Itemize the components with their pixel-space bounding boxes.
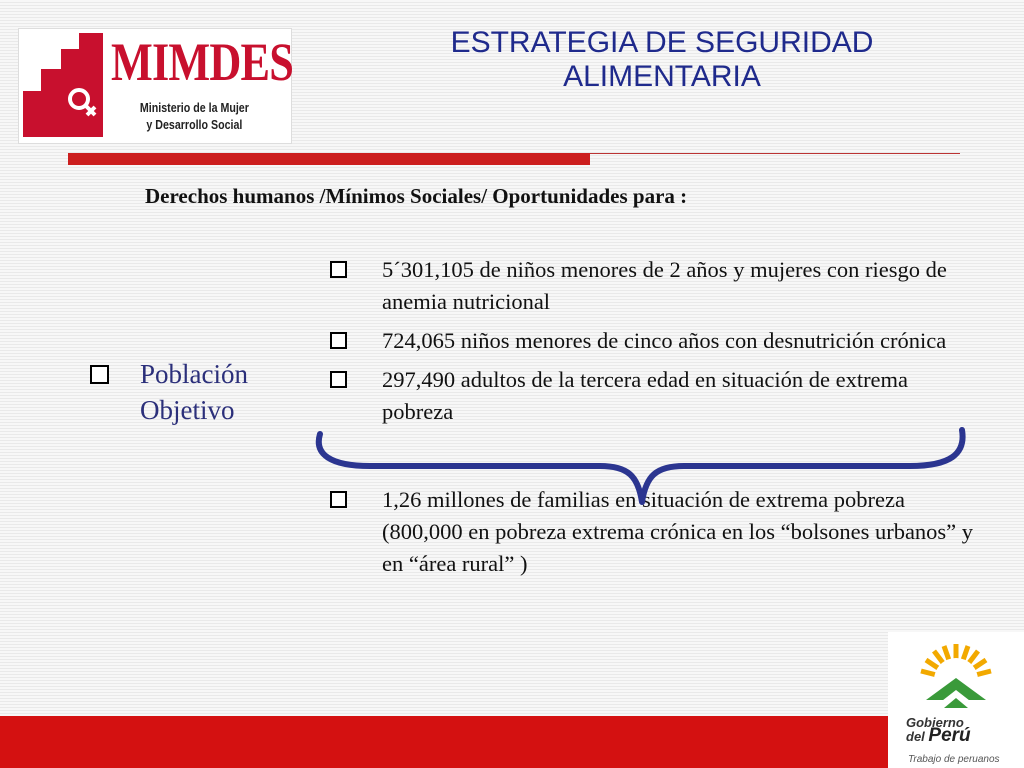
gobierno-wordmark	[906, 715, 971, 746]
section-subtitle: Derechos humanos /Mínimos Sociales/ Oportunidades para :	[145, 184, 688, 208]
mimdes-subtitle: Ministerio de la Mujer y Desarrollo Social	[139, 100, 249, 132]
list-item-text: 297,490 adultos de la tercera edad en situación de extrema pobreza	[382, 367, 909, 424]
checkbox-bullet-icon	[330, 371, 347, 388]
mimdes-wordmark: MIMDES	[111, 32, 294, 92]
gobierno-line1: Gobierno	[906, 715, 964, 730]
poblacion-objetivo	[90, 356, 290, 428]
checkbox-bullet-icon	[330, 261, 347, 278]
footer-red-bar	[0, 716, 888, 768]
gobierno-peru: Perú	[928, 725, 971, 746]
checkbox-bullet-icon	[90, 365, 109, 384]
list-item-text: 1,26 millones de familias en situación de extrema pobreza (800,000 en pobreza extrema crónica en los “bolsones urbanos” y en “área rural” )	[382, 487, 974, 576]
mimdes-steps-icon	[23, 33, 103, 137]
title-divider-red	[68, 153, 590, 165]
checkbox-bullet-icon	[330, 332, 347, 349]
gobierno-del: del	[906, 729, 925, 744]
list-item	[330, 364, 980, 428]
title-divider-thin	[590, 153, 960, 154]
list-item	[330, 325, 980, 357]
poblacion-label: Población Objetivo	[140, 359, 248, 425]
gobierno-peru-logo	[888, 632, 1024, 768]
list-item-text: 5´301,105 de niños menores de 2 años y mujeres con riesgo de anemia nutricional	[382, 257, 947, 314]
list-item	[330, 254, 980, 318]
list-item-text: 724,065 niños menores de cinco años con desnutrición crónica	[382, 328, 947, 353]
page-title: ESTRATEGIA DE SEGURIDAD ALIMENTARIA	[450, 26, 874, 93]
mimdes-logo	[18, 28, 292, 144]
gobierno-tagline: Trabajo de peruanos	[908, 754, 1000, 765]
sun-emblem-icon	[916, 638, 996, 718]
target-population-list	[330, 254, 980, 587]
curly-brace-icon	[310, 424, 972, 510]
